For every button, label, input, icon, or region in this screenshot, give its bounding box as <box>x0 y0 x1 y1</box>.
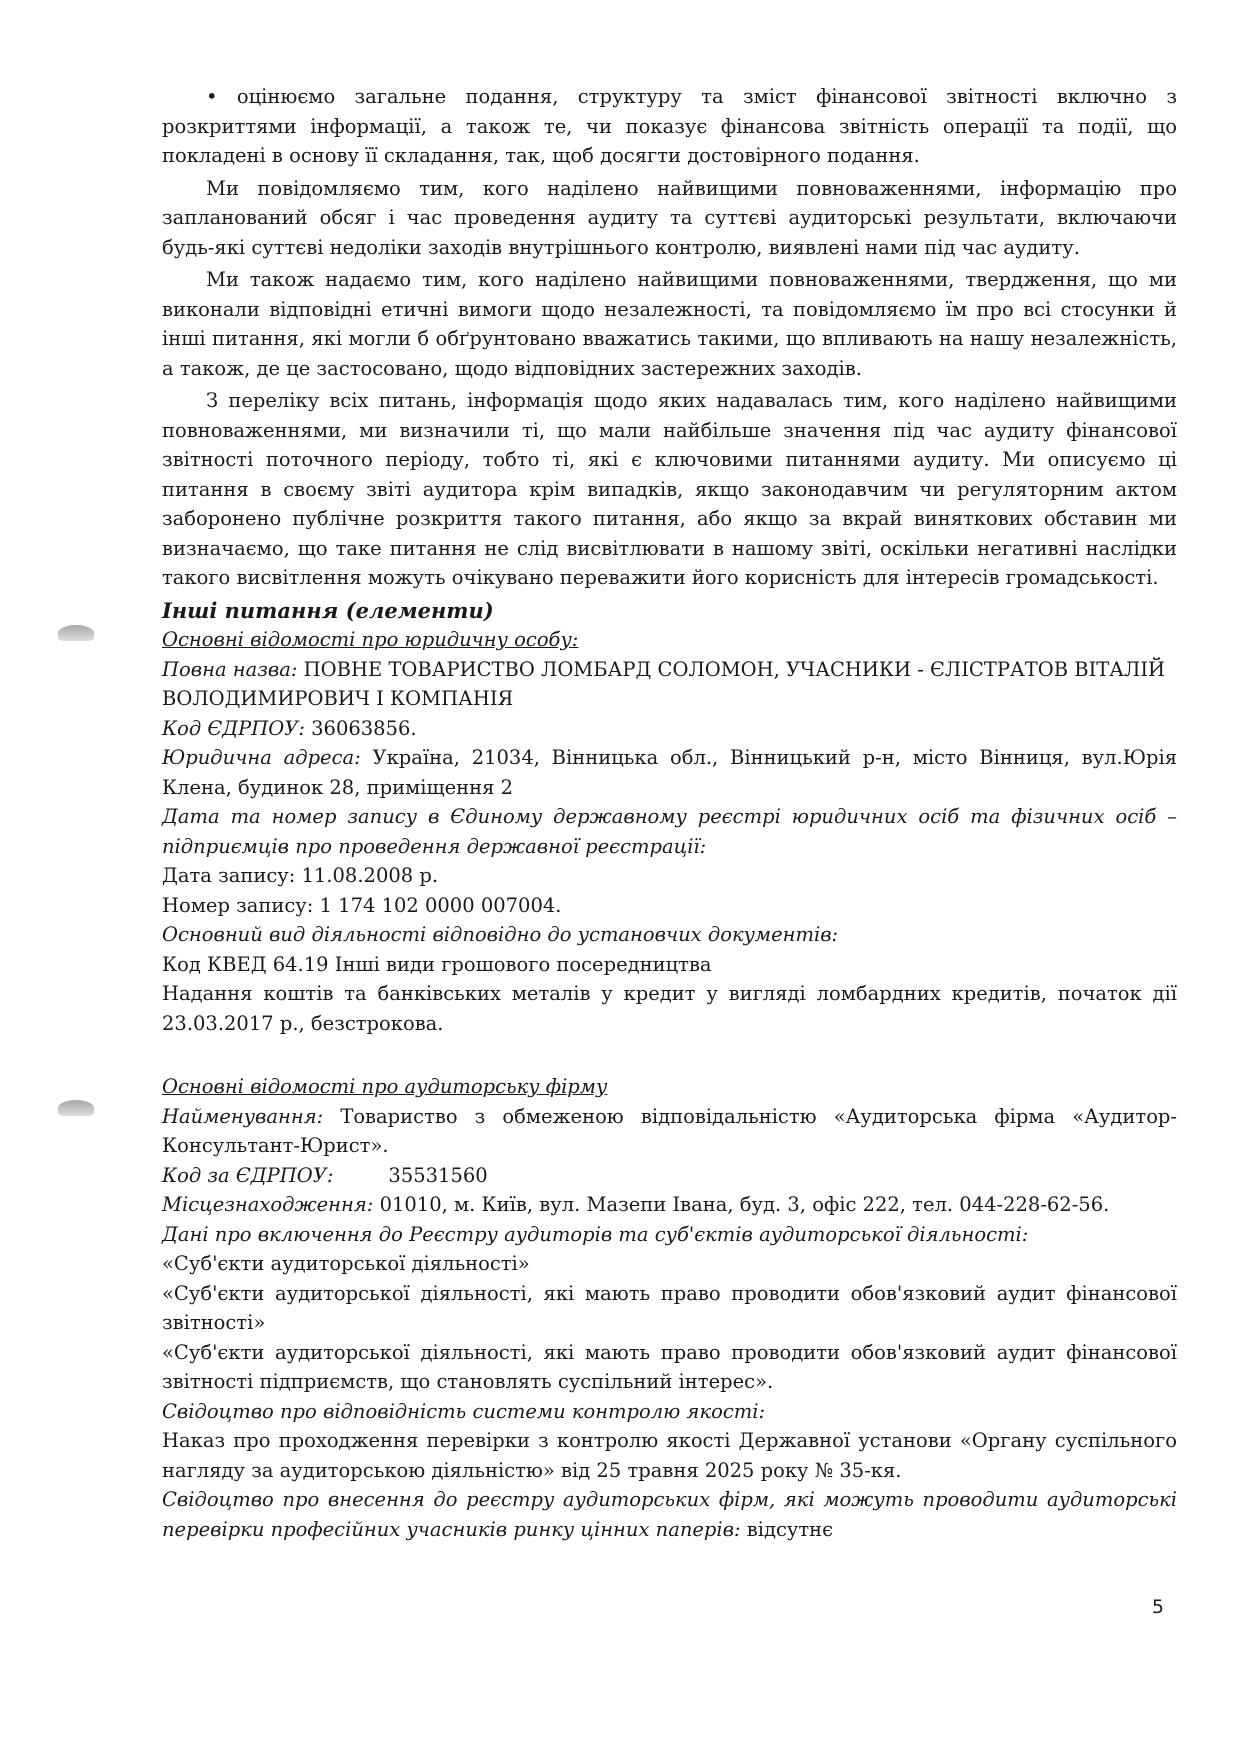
securities-label: Свідоцтво про внесення до реєстру аудиторських фірм, які можуть проводити аудиторські перевірки професійних учасників ринку цінних паперів: <box>162 1488 1177 1541</box>
punch-hole-mark <box>58 1100 94 1116</box>
full-name-label: Повна назва: <box>162 657 298 681</box>
securities-certificate <box>162 1485 1177 1544</box>
punch-hole-mark <box>58 625 94 641</box>
full-name-value: ПОВНЕ ТОВАРИСТВО ЛОМБАРД СОЛОМОН, УЧАСНИКИ - ЄЛІСТРАТОВ ВІТАЛІЙ ВОЛОДИМИРОВИЧ І КОМПАНІЯ <box>162 657 1166 710</box>
paragraph-independence: Ми також надаємо тим, кого наділено найвищими повноваженнями, твердження, що ми виконали відповідні етичні вимоги щодо незалежності, та повідомляємо їм про всі стосунки й інші питання, які могли б обґрунтовано вважатись такими, що впливають на нашу незалежність, а також, де це застосовано, щодо відповідних застережних заходів. <box>162 268 1177 380</box>
record-number: Номер запису: 1 174 102 0000 007004. <box>162 893 562 917</box>
registry-label: Дата та номер запису в Єдиному державному реєстрі юридичних осіб та фізичних осіб – підприємців про проведення державної реєстрації: <box>162 805 1177 858</box>
page-content <box>162 82 1177 1544</box>
address-value: Україна, 21034, Вінницька обл., Вінницький р-н, місто Вінниця, вул.Юрія Клена, будинок 28, приміщення 2 <box>162 746 1177 799</box>
firm-edrpou-value: 35531560 <box>388 1163 488 1187</box>
firm-location-value: 01010, м. Київ, вул. Мазепи Івана, буд. 3, офіс 222, тел. 044-228-62-56. <box>379 1193 1110 1216</box>
address-label: Юридична адреса: <box>162 746 361 769</box>
quality-label: Свідоцтво про відповідність системи контролю якості: <box>162 1399 766 1423</box>
page-number: 5 <box>1151 1596 1164 1618</box>
firm-edrpou-label: Код за ЄДРПОУ: <box>162 1163 334 1187</box>
paragraph-key-audit-matters: З переліку всіх питань, інформація щодо яких надавалась тим, кого наділено найвищими повноваженнями, ми визначили ті, що мали найбільше значення під час аудиту фінансової звітності поточного періоду, тобто ті, які є ключовими питаннями аудиту. Ми описуємо ці питання в своєму звіті аудитора крім випадків, якщо законодавчим чи регуляторним актом заборонено публічне розкриття такого питання, або якщо за вкрай виняткових обставин ми визначаємо, що таке питання не слід висвітлювати в нашому звіті, оскільки негативні наслідки такого висвітлення можуть очікувано переважити його корисність для інтересів громадськості. <box>162 389 1177 589</box>
entity-subheading: Основні відомості про юридичну особу: <box>162 628 579 651</box>
quality-value: Наказ про проходження перевірки з контролю якості Державної установи «Органу суспільного нагляду за аудиторською діяльністю» від 25 травня 2025 року № 35-кя. <box>162 1429 1177 1482</box>
audit-firm-edrpou <box>162 1161 1177 1191</box>
register-item: «Суб'єкти аудиторської діяльності, які мають право проводити обов'язковий аудит фінансової звітності підприємств, що становлять суспільний інтерес». <box>162 1340 1177 1393</box>
audit-firm-location <box>162 1190 1177 1220</box>
edrpou-value: 36063856. <box>311 716 417 740</box>
activity-label: Основний вид діяльності відповідно до установчих документів: <box>162 923 839 946</box>
register-label: Дані про включення до Реєстру аудиторів та суб'єктів аудиторської діяльності: <box>162 1222 1029 1246</box>
record-date: Дата запису: 11.08.2008 р. <box>162 864 439 887</box>
license-info: Надання коштів та банківських металів у кредит у вигляді ломбардних кредитів, початок дії 23.03.2017 р., безстрокова. <box>162 982 1177 1035</box>
entity-address <box>162 743 1177 802</box>
paragraph-bullet-assessment: • оцінюємо загальне подання, структуру та зміст фінансової звітності включно з розкриттями інформації, а також те, чи показує фінансова звітність операції та події, що покладені в основу її складання, так, щоб досягти достовірного подання. <box>162 85 1177 167</box>
register-item: «Суб'єкти аудиторської діяльності» <box>162 1252 530 1275</box>
edrpou-label: Код ЄДРПОУ: <box>162 716 305 740</box>
entity-full-name <box>162 655 1177 714</box>
securities-value: відсутнє <box>746 1517 834 1541</box>
register-item: «Суб'єкти аудиторської діяльності, які мають право проводити обов'язковий аудит фінансової звітності» <box>162 1281 1177 1334</box>
section-spacer <box>162 1038 1177 1072</box>
kved-code: Код КВЕД 64.19 Інші види грошового посередництва <box>162 952 712 976</box>
firm-location-label: Місцезнаходження: <box>162 1193 374 1216</box>
paragraph-communication-scope: Ми повідомляємо тим, кого наділено найвищими повноваженнями, інформацію про запланований обсяг і час проведення аудиту та суттєві аудиторські результати, включаючи будь-які суттєві недоліки заходів внутрішнього контролю, виявлені нами під час аудиту. <box>162 176 1177 259</box>
entity-edrpou <box>162 714 1177 744</box>
other-matters-heading: Інші питання (елементи) <box>162 597 494 623</box>
firm-name-label: Найменування: <box>162 1104 324 1128</box>
audit-firm-name <box>162 1102 1177 1161</box>
firm-name-value: Товариство з обмеженою відповідальністю «Аудиторська фірма «Аудитор-Консультант-Юрист». <box>162 1104 1178 1157</box>
audit-firm-subheading: Основні відомості про аудиторську фірму <box>162 1075 608 1098</box>
